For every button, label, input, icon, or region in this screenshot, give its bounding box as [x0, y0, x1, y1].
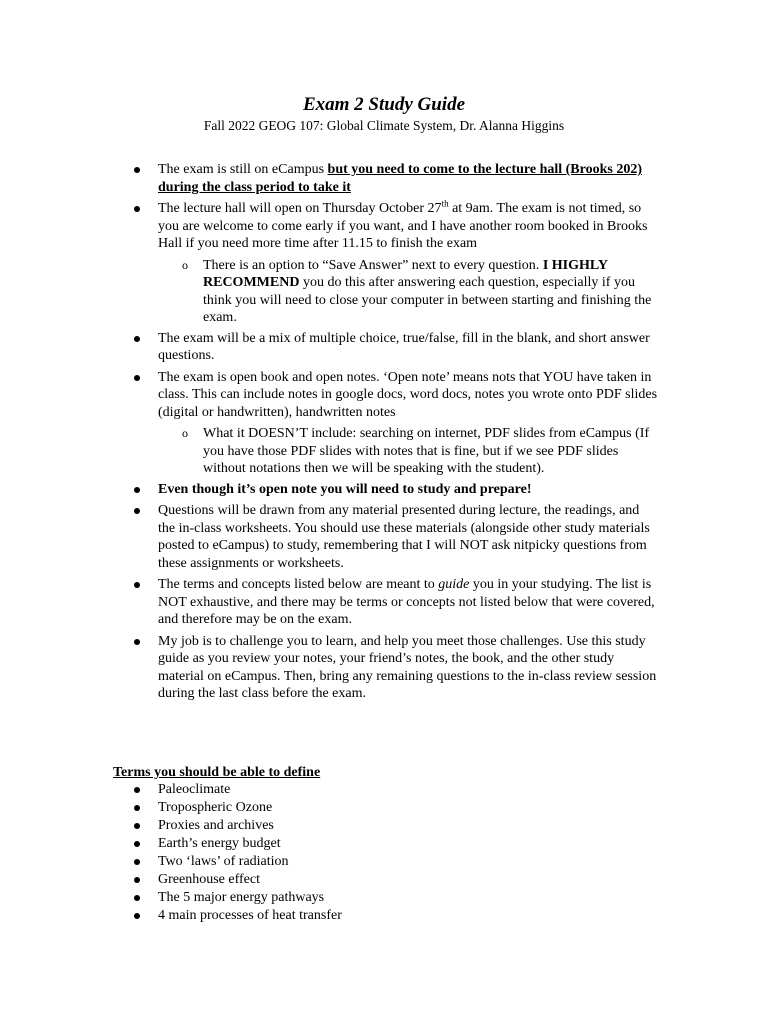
list-item: Even though it’s open note you will need to study and prepare!	[0, 481, 658, 499]
term-item: Tropospheric Ozone	[0, 799, 768, 817]
term-item: Two ‘laws’ of radiation	[0, 853, 768, 871]
list-item: The terms and concepts listed below are meant to guide you in your studying. The list is NOT exhaustive, and there may be terms or concepts not listed below that were covered, and therefore may be on the exam.	[0, 576, 658, 629]
terms-list	[0, 781, 768, 925]
list-item: The exam is still on eCampus but you need to come to the lecture hall (Brooks 202) during the class period to take it	[0, 161, 658, 196]
document-title: Exam 2 Study Guide	[302, 94, 466, 115]
list-item: My job is to challenge you to learn, and help you meet those challenges. Use this study guide as you review your notes, your friend’s notes, the book, and the other study material on eCampus. Then, bring any remaining questions to the in-class review session during the last class before the exam.	[0, 633, 658, 703]
list-item: The exam will be a mix of multiple choice, true/false, fill in the blank, and short answer questions.	[0, 330, 658, 365]
sub-list-item: o What it DOESN’T include: searching on internet, PDF slides from eCampus (If you have those PDF slides with notes that is fine, but if we see PDF slides without notations then we will be speaking with the student).	[0, 425, 653, 478]
emphasis-text: but you need to come to the lecture hall (Brooks 202) during the class period to take it	[158, 162, 642, 195]
term-item: Earth’s energy budget	[0, 835, 768, 853]
term-item: The 5 major energy pathways	[0, 889, 768, 907]
emphasis-text: I HIGHLY RECOMMEND	[203, 257, 608, 290]
list-item: The exam is open book and open notes. ‘Open note’ means nots that YOU have taken in class. This can include notes in google docs, word docs, notes you wrote onto PDF slides (digital or handwritten), handwritten notes	[0, 369, 658, 422]
list-item: Questions will be drawn from any material presented during lecture, the readings, and the in-class worksheets. You should use these materials (alongside other study materials posted to eCampus) to study, remembering that I will NOT ask nitpicky questions from these assignments or worksheets.	[0, 502, 658, 572]
term-item: Proxies and archives	[0, 817, 768, 835]
document-subtitle: Fall 2022 GEOG 107: Global Climate System, Dr. Alanna Higgins	[203, 118, 565, 133]
terms-heading: Terms you should be able to define	[113, 765, 321, 780]
instructions-list	[0, 161, 768, 707]
superscript: th	[441, 198, 449, 209]
term-item: 4 main processes of heat transfer	[0, 907, 768, 925]
emphasis-text: guide	[438, 577, 470, 592]
term-item: Paleoclimate	[0, 781, 768, 799]
sub-list-item: o There is an option to “Save Answer” next to every question. I HIGHLY RECOMMEND you do this after answering each question, especially if you think you will need to close your computer in between starting and finishing the exam.	[0, 257, 653, 327]
list-item: The lecture hall will open on Thursday October 27th at 9am. The exam is not timed, so you are welcome to come early if you want, and I have another room booked in Brooks Hall if you need more time after 11.15 to finish the exam	[0, 200, 658, 253]
term-item: Greenhouse effect	[0, 871, 768, 889]
